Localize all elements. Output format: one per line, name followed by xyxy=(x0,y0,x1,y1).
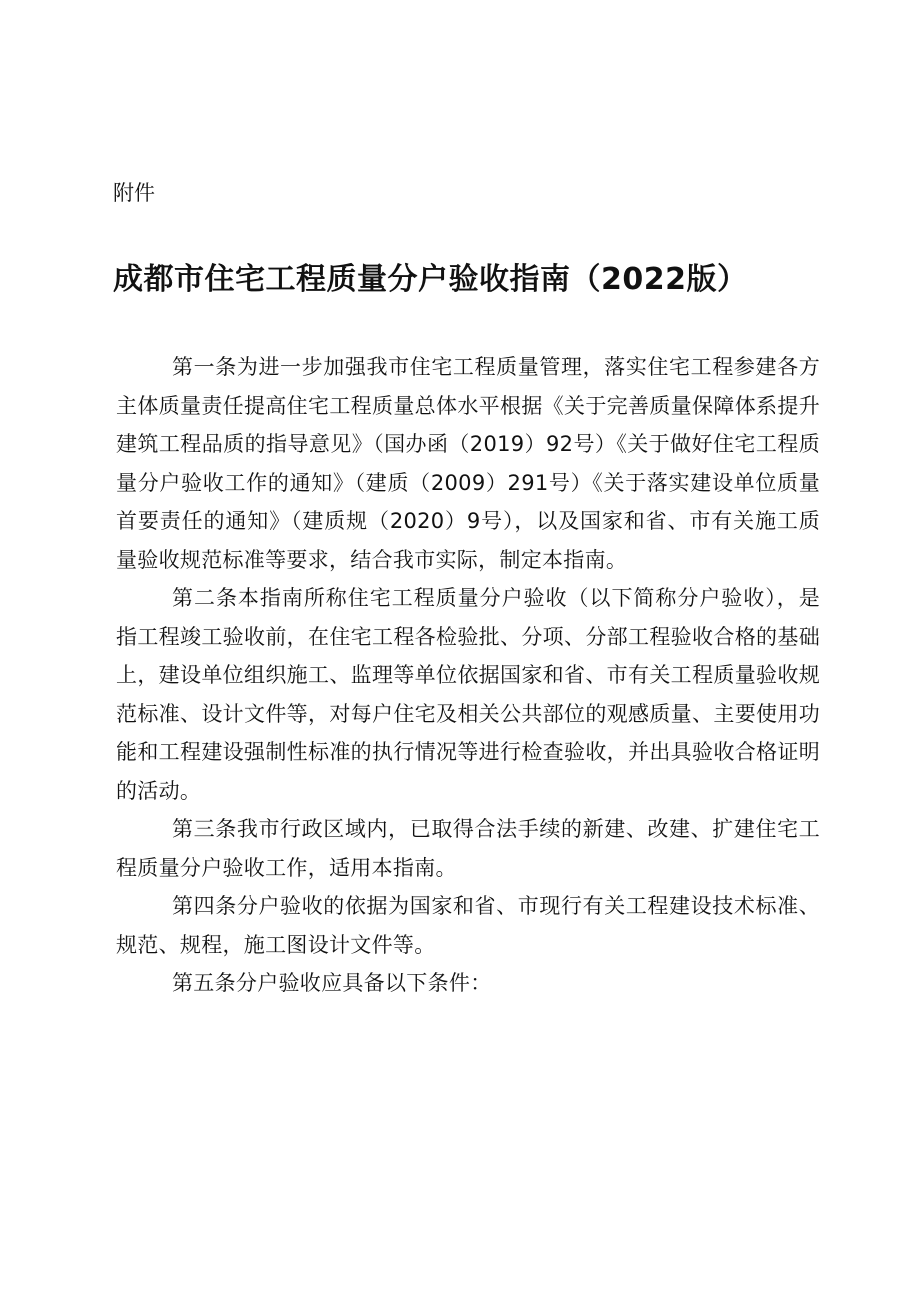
article-4: 第四条分户验收的依据为国家和省、市现行有关工程建设技术标准、规范、规程，施工图设计文件等。 xyxy=(116,894,820,957)
article-5: 第五条分户验收应具备以下条件： xyxy=(172,971,492,995)
article-3: 第三条我市行政区域内，已取得合法手续的新建、改建、扩建住宅工程质量分户验收工作，适用本指南。 xyxy=(116,817,820,880)
article-1: 第一条为进一步加强我市住宅工程质量管理，落实住宅工程参建各方主体质量责任提高住宅工程质量总体水平根据《关于完善质量保障体系提升建筑工程品质的指导意见》（国办函（2019）92号）《关于做好住宅工程质量分户验收工作的通知》（建质（2009）291号）《关于落实建设单位质量首要责任的通知》（建质规（2020）9号），以及国家和省、市有关施工质量验收规范标准等要求，结合我市实际，制定本指南。 xyxy=(116,355,820,572)
article-2: 第二条本指南所称住宅工程质量分户验收（以下简称分户验收），是指工程竣工验收前，在住宅工程各检验批、分项、分部工程验收合格的基础上，建设单位组织施工、监理等单位依据国家和省、市有关工程质量验收规范标准、设计文件等，对每户住宅及相关公共部位的观感质量、主要使用功能和工程建设强制性标准的执行情况等进行检查验收，并出具验收合格证明的活动。 xyxy=(116,586,820,803)
attachment-label: 附件 xyxy=(113,181,155,205)
document-title: 成都市住宅工程质量分户验收指南（2022版） xyxy=(113,262,748,297)
document-body xyxy=(116,348,820,1003)
